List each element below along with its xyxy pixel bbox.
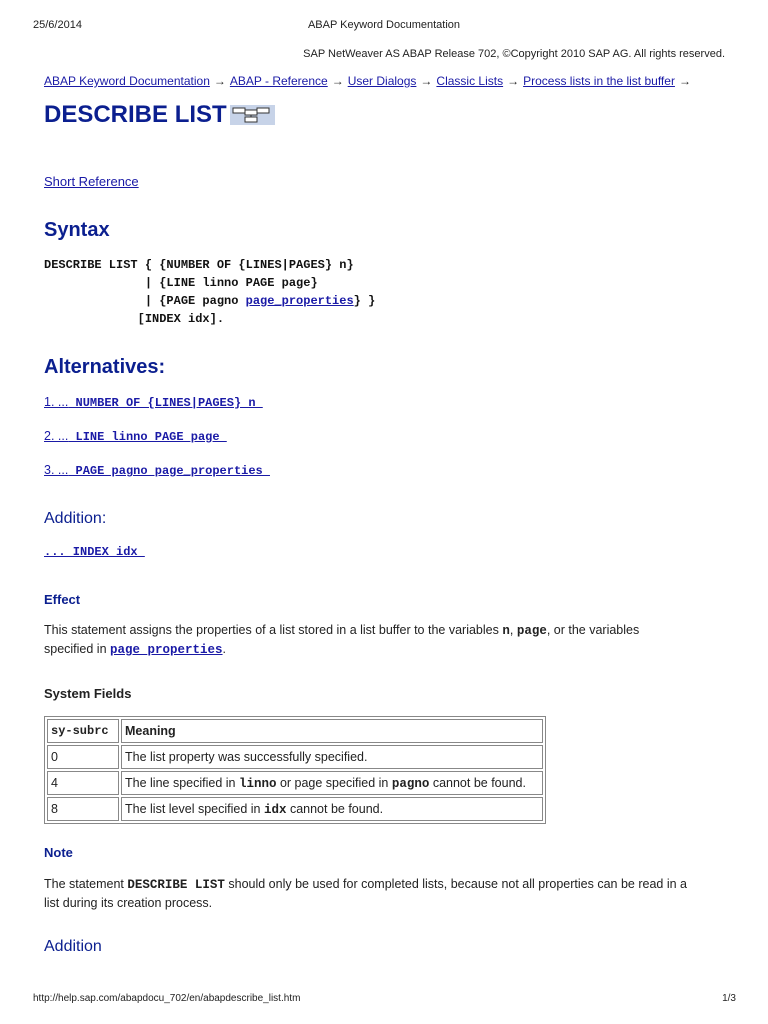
code-token: idx xyxy=(263,802,287,817)
page-title: DESCRIBE LIST xyxy=(44,101,227,128)
alternative-link-3[interactable] xyxy=(44,463,270,478)
effect-paragraph xyxy=(44,621,734,659)
effect-text: , xyxy=(509,623,517,637)
breadcrumb-item-process-lists[interactable]: Process lists in the list buffer xyxy=(523,74,675,88)
syntax-line-text: DESCRIBE LIST { {NUMBER OF {LINES|PAGES} n} xyxy=(44,258,354,272)
addition-heading: Addition: xyxy=(44,510,107,527)
short-reference-link[interactable]: Short Reference xyxy=(44,174,139,189)
meaning-text: The line specified in xyxy=(125,775,239,790)
syntax-line-text: | {LINE linno PAGE page} xyxy=(44,276,318,290)
system-fields-heading: System Fields xyxy=(44,686,132,701)
table-cell-code: 4 xyxy=(47,771,119,795)
effect-text: specified in xyxy=(44,642,111,656)
syntax-line xyxy=(44,276,318,290)
meaning-text: or page specified in xyxy=(276,775,392,790)
alternative-code: PAGE pagno page_properties xyxy=(68,464,270,478)
code-token: page xyxy=(516,624,547,638)
code-token: n xyxy=(502,624,510,638)
effect-heading: Effect xyxy=(44,592,81,607)
breadcrumb-separator: → xyxy=(507,74,520,88)
effect-text: , or the variables xyxy=(546,623,640,637)
code-token: DESCRIBE LIST xyxy=(127,878,225,892)
meaning-text: The list property was successfully specified. xyxy=(125,750,368,764)
alternatives-heading: Alternatives: xyxy=(44,356,166,378)
release-line: SAP NetWeaver AS ABAP Release 702, ©Copyright 2010 SAP AG. All rights reserved. xyxy=(303,48,725,60)
footer-url: http://help.sap.com/abapdocu_702/en/abapdescribe_list.htm xyxy=(33,993,301,1004)
table-cell-code: 8 xyxy=(47,797,119,821)
syntax-heading: Syntax xyxy=(44,219,110,241)
syntax-line-text: [INDEX idx]. xyxy=(44,312,225,326)
note-heading: Note xyxy=(44,845,73,860)
syntax-line-text: | {PAGE pagno xyxy=(44,294,246,308)
syntax-line xyxy=(44,312,224,326)
page-properties-link[interactable]: page_properties xyxy=(245,294,354,308)
note-paragraph xyxy=(44,875,744,912)
footer-page-number: 1/3 xyxy=(722,993,736,1004)
breadcrumb-item-classic-lists[interactable]: Classic Lists xyxy=(436,74,504,88)
alternative-number: 1. ... xyxy=(44,395,69,409)
alternative-link-1[interactable] xyxy=(44,395,263,410)
system-fields-table xyxy=(44,716,546,824)
table-row xyxy=(47,745,543,769)
table-row xyxy=(47,797,543,821)
table-header-cell: Meaning xyxy=(121,719,543,743)
alternative-link-2[interactable] xyxy=(44,429,227,444)
code-token: pagno xyxy=(391,776,430,791)
tree-structure-icon[interactable] xyxy=(230,105,275,125)
meaning-text: cannot be found. xyxy=(429,775,526,790)
alternative-code: NUMBER OF {LINES|PAGES} n xyxy=(68,396,263,410)
breadcrumb-separator: → xyxy=(678,74,691,88)
breadcrumb-item-keyword-documentation[interactable]: ABAP Keyword Documentation xyxy=(44,74,210,88)
breadcrumb-separator: → xyxy=(420,74,433,88)
print-title: ABAP Keyword Documentation xyxy=(307,19,461,31)
table-cell-code: 0 xyxy=(47,745,119,769)
note-text: should only be used for completed lists, because not all properties can be read in a xyxy=(224,877,687,891)
alternative-number: 3. ... xyxy=(44,463,69,477)
table-header-cell: sy-subrc xyxy=(47,719,119,743)
page-properties-link[interactable]: page_properties xyxy=(110,643,223,657)
breadcrumb-separator: → xyxy=(213,74,226,88)
meaning-text: cannot be found. xyxy=(286,801,384,816)
alternative-code: LINE linno PAGE page xyxy=(68,430,227,444)
print-date: 25/6/2014 xyxy=(33,19,82,31)
table-cell-meaning xyxy=(121,745,543,769)
note-text: The statement xyxy=(44,877,128,891)
note-text: list during its creation process. xyxy=(44,896,213,910)
syntax-line xyxy=(44,258,354,272)
addition-index-link[interactable]: ... INDEX idx xyxy=(44,545,145,559)
table-cell-meaning xyxy=(121,771,543,795)
table-cell-meaning xyxy=(121,797,543,821)
effect-text: . xyxy=(222,642,227,656)
code-token: linno xyxy=(238,776,277,791)
table-header-row xyxy=(47,719,543,743)
syntax-line-text: } } xyxy=(353,294,376,308)
meaning-text: The list level specified in xyxy=(125,801,264,816)
breadcrumb-item-abap-reference[interactable]: ABAP - Reference xyxy=(229,74,328,88)
breadcrumb xyxy=(44,74,695,88)
alternative-number: 2. ... xyxy=(44,429,69,443)
effect-text: This statement assigns the properties of a list stored in a list buffer to the variables xyxy=(44,623,503,637)
table-row xyxy=(47,771,543,795)
syntax-line xyxy=(44,294,375,308)
breadcrumb-item-user-dialogs[interactable]: User Dialogs xyxy=(347,74,417,88)
breadcrumb-separator: → xyxy=(331,74,344,88)
addition-bottom-heading: Addition xyxy=(44,938,102,955)
